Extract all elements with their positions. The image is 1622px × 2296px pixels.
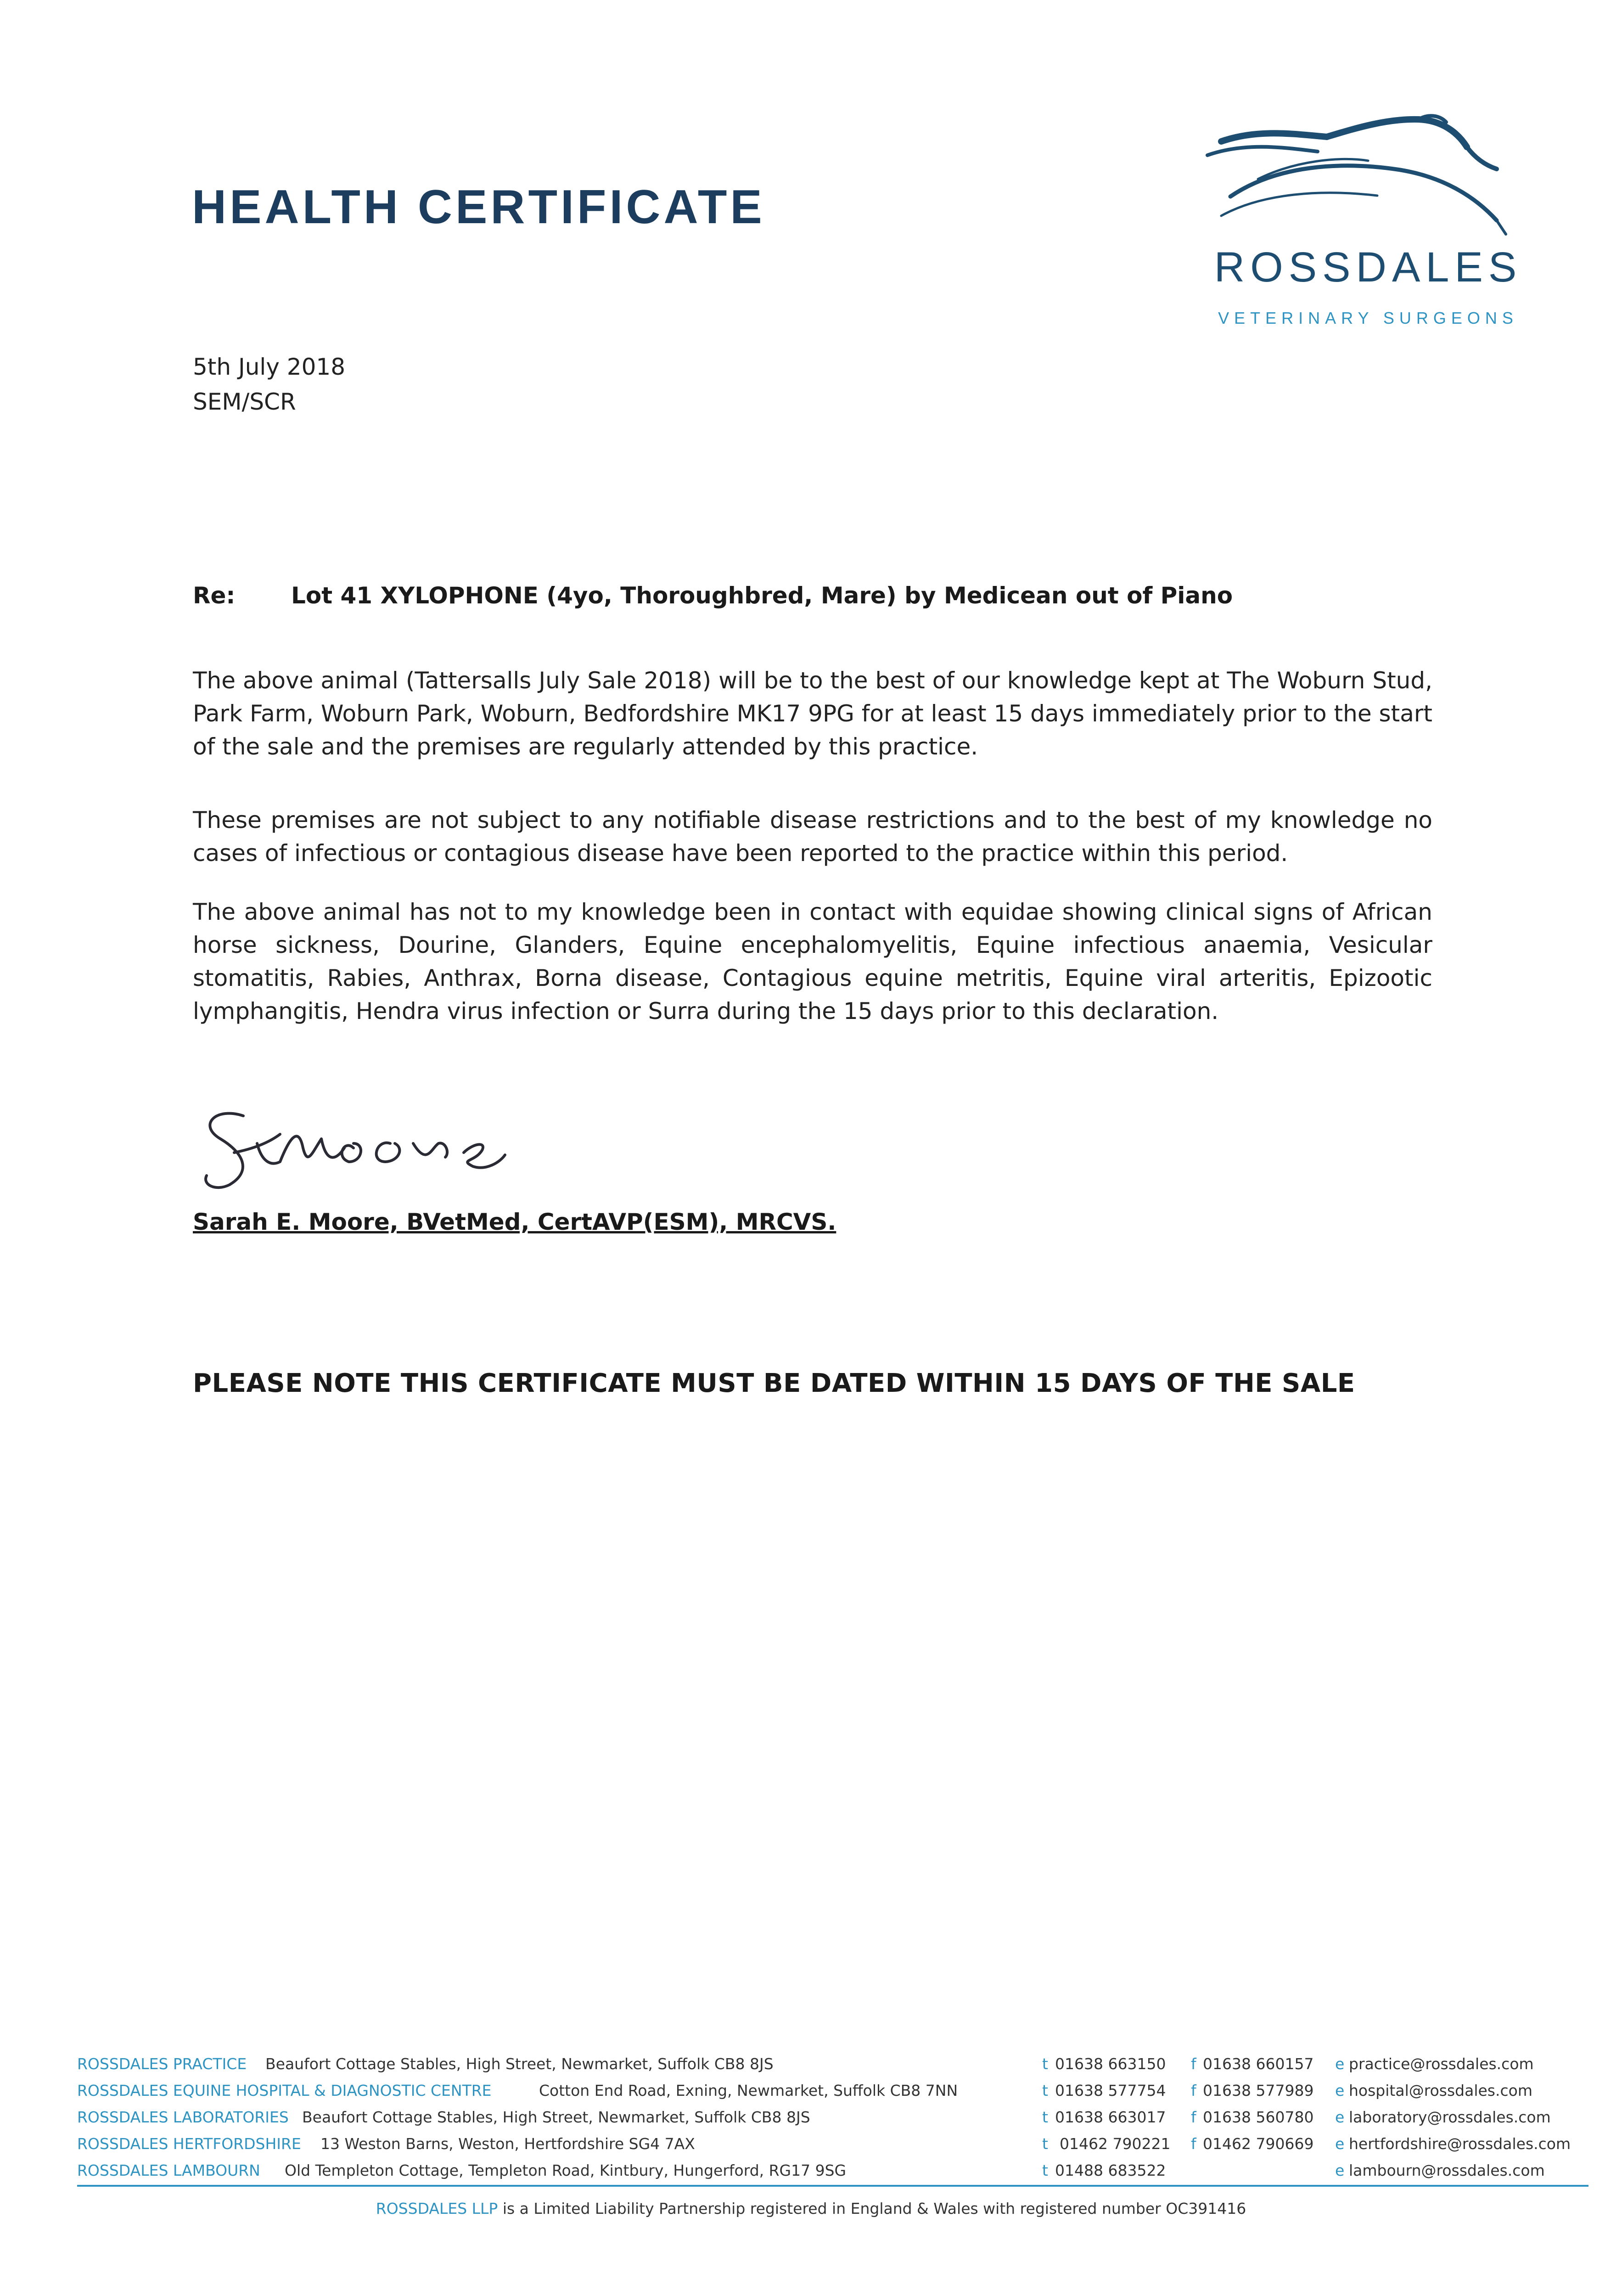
office-email: hertfordshire@rossdales.com	[1349, 2135, 1571, 2153]
office-phone: 01638 663017	[1055, 2108, 1166, 2126]
email-label: e	[1335, 2108, 1345, 2126]
office-fax: 01638 560780	[1203, 2108, 1314, 2126]
office-email: laboratory@rossdales.com	[1349, 2108, 1551, 2126]
phone-label: t	[1042, 2055, 1048, 2073]
office-fax: 01462 790669	[1203, 2135, 1314, 2153]
office-email: hospital@rossdales.com	[1349, 2082, 1532, 2099]
signatory-name: Sarah E. Moore, BVetMed, CertAVP(ESM), MRCVS.	[193, 1209, 836, 1235]
phone-label: t	[1042, 2161, 1048, 2179]
fax-label: f	[1191, 2055, 1196, 2073]
email-label: e	[1335, 2135, 1345, 2153]
footer-office-row	[77, 2082, 1546, 2107]
legal-company-name: ROSSDALES LLP	[376, 2200, 498, 2217]
office-name: ROSSDALES LAMBOURN	[77, 2161, 260, 2179]
footer-office-row	[77, 2055, 1546, 2081]
paragraph-premises: The above animal (Tattersalls July Sale 2018) will be to the best of our knowledge kept at The Woburn Stud, Park Farm, Woburn Park, Woburn, Bedfordshire MK17 9PG for at least 15 days immediately prior to the start of the sale and the premises are regularly attended by this practice.	[193, 667, 1432, 760]
handwritten-signature-icon	[188, 1097, 510, 1208]
phone-label: t	[1042, 2082, 1048, 2099]
email-label: e	[1335, 2082, 1345, 2099]
paragraph-contact: The above animal has not to my knowledge been in contact with equidae showing clinical signs of African horse sickness, Dourine, Glanders, Equine encephalomyelitis, Equine infectious anaemia, Vesicular stomatitis, Rabies, Anthrax, Borna disease, Contagious equine metritis, Equine viral arteritis, Epizootic lymphangitis, Hendra virus infection or Surra during the 15 days prior to this declaration.	[193, 899, 1432, 1024]
legal-notice	[0, 2200, 1622, 2217]
office-address: Beaufort Cottage Stables, High Street, Newmarket, Suffolk CB8 8JS	[302, 2108, 810, 2126]
fax-label: f	[1191, 2108, 1196, 2126]
document-title: HEALTH CERTIFICATE	[192, 180, 765, 234]
document-date: 5th July 2018	[193, 354, 346, 380]
office-address: Cotton End Road, Exning, Newmarket, Suffolk CB8 7NN	[539, 2082, 958, 2099]
dating-notice: PLEASE NOTE THIS CERTIFICATE MUST BE DATED WITHIN 15 DAYS OF THE SALE	[193, 1368, 1355, 1398]
office-address: Beaufort Cottage Stables, High Street, Newmarket, Suffolk CB8 8JS	[265, 2055, 774, 2073]
office-phone: 01638 663150	[1055, 2055, 1166, 2073]
office-address: Old Templeton Cottage, Templeton Road, Kintbury, Hungerford, RG17 9SG	[285, 2161, 847, 2179]
logo-wordmark: ROSSDALES	[1214, 244, 1522, 291]
phone-label: t	[1042, 2135, 1048, 2153]
office-name: ROSSDALES LABORATORIES	[77, 2108, 289, 2126]
office-email: lambourn@rossdales.com	[1349, 2161, 1545, 2179]
office-phone: 01462 790221	[1060, 2135, 1171, 2153]
logo-subtitle: VETERINARY SURGEONS	[1218, 309, 1518, 327]
subject-line: Lot 41 XYLOPHONE (4yo, Thoroughbred, Mare) by Medicean out of Piano	[291, 582, 1233, 609]
fax-label: f	[1191, 2135, 1196, 2153]
email-label: e	[1335, 2161, 1345, 2179]
subject-label: Re:	[193, 582, 236, 609]
paragraph-restrictions: These premises are not subject to any notifiable disease restrictions and to the best of my knowledge no cases of infectious or contagious disease have been reported to the practice within this period.	[193, 807, 1432, 867]
document-reference: SEM/SCR	[193, 388, 296, 415]
office-name: ROSSDALES HERTFORDSHIRE	[77, 2135, 301, 2153]
office-phone: 01638 577754	[1055, 2082, 1166, 2099]
office-name: ROSSDALES EQUINE HOSPITAL & DIAGNOSTIC CENTRE	[77, 2082, 492, 2099]
office-address: 13 Weston Barns, Weston, Hertfordshire SG4 7AX	[320, 2135, 695, 2153]
phone-label: t	[1042, 2108, 1048, 2126]
footer-divider	[77, 2185, 1588, 2187]
office-phone: 01488 683522	[1055, 2161, 1166, 2179]
office-fax: 01638 660157	[1203, 2055, 1314, 2073]
legal-registration-text: is a Limited Liability Partnership registered in England & Wales with registered number OC391416	[502, 2200, 1246, 2217]
email-label: e	[1335, 2055, 1345, 2073]
office-fax: 01638 577989	[1203, 2082, 1314, 2099]
rossdales-horse-logo-icon	[1203, 110, 1524, 340]
footer-office-row	[77, 2161, 1546, 2187]
footer-office-row	[77, 2108, 1551, 2134]
footer-office-row	[77, 2135, 1571, 2161]
fax-label: f	[1191, 2082, 1196, 2099]
office-name: ROSSDALES PRACTICE	[77, 2055, 247, 2073]
office-email: practice@rossdales.com	[1349, 2055, 1534, 2073]
